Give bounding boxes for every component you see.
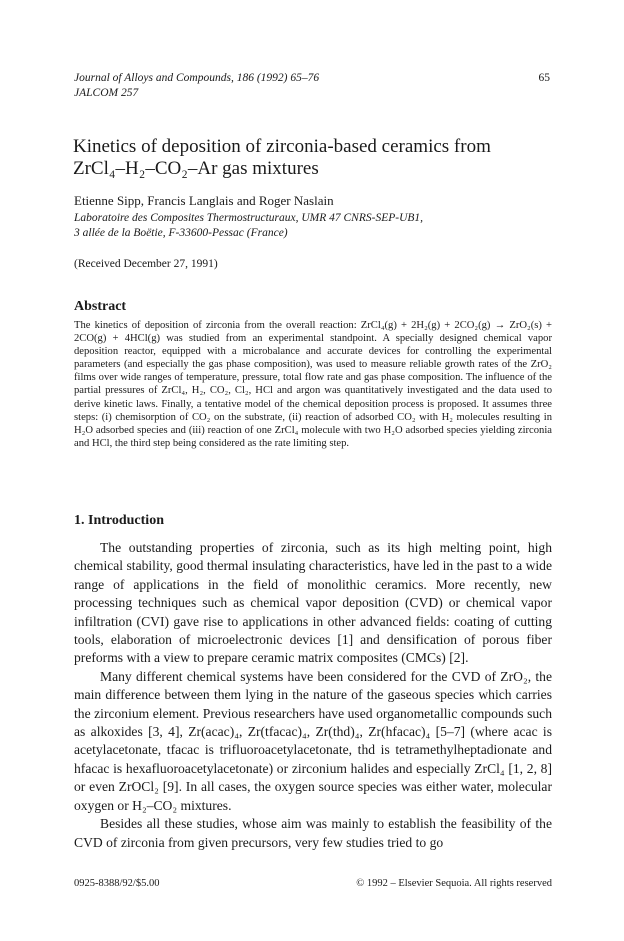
affiliation-line-2: 3 allée de la Boëtie, F-33600-Pessac (France)	[74, 226, 288, 239]
running-header	[74, 71, 550, 101]
paragraph: Many different chemical systems have been considered for the CVD of ZrO₂, the main difference between them lying in the nature of the gaseous species which carries the zirconium element. Previous researchers have used organometallic compounds such as alkoxides [3, 4], Zr(acac)₄, Zr(tfacac)₄, Zr(thd)₄, Zr(hfacac)₄ [5–7] (where acac is acetylacetonate, tfacac is trifluoroacetylacetonate, thd is tetramethylheptadionate and hfacac is hexafluoroacetylacetonate) or zirconium halides and especially ZrCl₄ [1, 2, 8] or even ZrOCl₂ [9]. In all cases, the oxygen source species was either water, molecular oxygen or H₂–CO₂ mixtures.	[74, 668, 552, 813]
journal-citation: Journal of Alloys and Compounds, 186 (1992) 65–76	[74, 72, 320, 84]
title-line-1: Kinetics of deposition of zirconia-based ceramics from	[73, 136, 491, 157]
title-line-2: ZrCl₄–H₂–CO₂–Ar gas mixtures	[73, 158, 319, 179]
journal-code: JALCOM 257	[74, 87, 139, 99]
issn-price: 0925-8388/92/$5.00	[74, 878, 160, 889]
page-number: 65	[538, 72, 550, 84]
affiliation	[74, 211, 554, 240]
copyright-notice: © 1992 – Elsevier Sequoia. All rights reserved	[356, 878, 552, 889]
affiliation-line-1: Laboratoire des Composites Thermostructuraux, UMR 47 CNRS-SEP-UB1,	[74, 212, 424, 224]
author-list: Etienne Sipp, Francis Langlais and Roger Naslain	[74, 193, 334, 208]
abstract-heading: Abstract	[74, 299, 127, 314]
article-title	[73, 136, 553, 180]
paragraph: The outstanding properties of zirconia, such as its high melting point, high chemical stability, good thermal insulating characteristics, have led in the past to a wide range of applications in the field of monolithic ceramics. More recently, new processing techniques such as chemical vapor deposition (CVD) or chemical vapor infiltration (CVI) gave rise to applications in other advanced fields: coating of cutting tools, elaboration of microelectronic devices [1] and densification of porous fiber preforms with a view to prepare ceramic matrix composites (CMCs) [2].	[74, 540, 552, 666]
abstract-text: The kinetics of deposition of zirconia from the overall reaction: ZrCl₄(g) + 2H₂(g) + 2CO₂(g) → ZrO₂(s) + 2CO(g) + 4HCl(g) was studied from an experimental standpoint. A specially designed chemical vapor deposition reactor, equipped with a microbalance and accurate devices for controlling the experimental parameters (and especially the gas phase composition), was used to measure reliable growth rates of the ZrO₂ films over wide ranges of temperature, pressure, total flow rate and gas phase composition. The influence of the partial pressures of ZrCl₄, H₂, CO₂, Cl₂, HCl and argon was quantitatively investigated and the data used to derive kinetic laws. Finally, a tentative model of the chemical deposition process is proposed. It assumes three steps: (i) chemisorption of CO₂ on the substrate, (ii) reaction of adsorbed CO₂ with H₂ molecules resulting in H₂O adsorbed species and (iii) reaction of one ZrCl₄ molecule with two H₂O adsorbed species yielding zirconia and HCl, the third step being considered as the rate limiting step.	[74, 320, 552, 449]
introduction-body	[74, 539, 552, 852]
paragraph: Besides all these studies, whose aim was mainly to establish the feasibility of the CVD of zirconia from given precursors, very few studies tried to go	[74, 816, 552, 850]
received-date: (Received December 27, 1991)	[74, 258, 218, 270]
section-heading-introduction: 1. Introduction	[74, 513, 164, 528]
